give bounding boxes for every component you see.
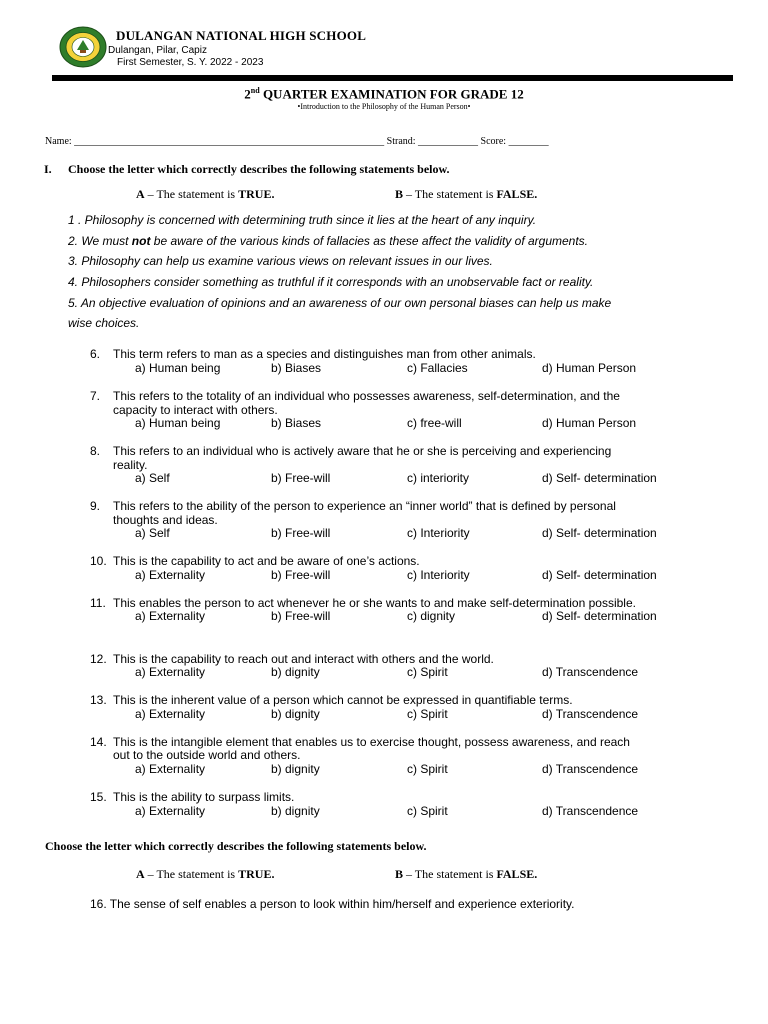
statement-5: 5. An objective evaluation of opinions and an awareness of our own personal biases can help us make [68,296,612,310]
choice-c: c) Interiority [407,526,470,540]
statement-5-cont: wise choices. [68,316,140,330]
choice-b: b) dignity [271,762,320,776]
choice-b: b) Free-will [271,609,331,623]
choice-d: d) Self- determination [542,471,657,485]
question-stem: 11. This enables the person to act whenever he or she wants to and make self-determination possible. [90,596,636,610]
choice-b: b) Free-will [271,568,331,582]
choice-b: b) Free-will [271,526,331,540]
school-name: DULANGAN NATIONAL HIGH SCHOOL [116,28,367,43]
choice-d: d) Self- determination [542,568,657,582]
choice-a: a) Self [135,526,170,540]
choice-d: d) Transcendence [542,707,639,721]
question-stem-cont: reality. [113,458,148,472]
choice-d: d) Human Person [542,416,637,430]
choice-b: b) Biases [271,416,322,430]
statement-1: 1 . Philosophy is concerned with determining truth since it lies at the heart of any inquiry. [68,213,537,227]
legend-true: A – The statement is TRUE. [136,187,275,201]
question-stem: 15. This is the ability to surpass limits. [90,790,295,804]
question-stem-cont: capacity to interact with others. [113,403,278,417]
semester-line: First Semester, S. Y. 2022 - 2023 [117,57,264,68]
exam-title: 2nd QUARTER EXAMINATION FOR GRADE 12 [244,86,524,102]
choice-c: c) Spirit [407,804,448,818]
statement-4: 4. Philosophers consider something as truthful if it corresponds with an unobservable fact or reality. [68,275,594,289]
choice-a: a) Self [135,471,170,485]
choice-c: c) Spirit [407,707,448,721]
choice-c: c) interiority [407,471,470,485]
choice-c: c) dignity [407,609,456,623]
choice-b: b) Free-will [271,471,331,485]
choice-d: d) Self- determination [542,526,657,540]
choice-a: a) Externality [135,804,206,818]
choice-c: c) Interiority [407,568,470,582]
legend-true-2: A – The statement is TRUE. [136,867,275,881]
choice-a: a) Externality [135,762,206,776]
name-strand-score-line: Name: ______________________________________________________________ Strand: ____________ Score: ________ [45,136,549,147]
header-divider [52,75,733,81]
question-stem: 12. This is the capability to reach out and interact with others and the world. [90,652,494,666]
section-numeral: I. [44,162,52,176]
exam-subtitle: •Introduction to the Philosophy of the Human Person• [297,102,471,111]
statement-2: 2. We must not be aware of the various kinds of fallacies as these affect the validity of arguments. [68,234,589,248]
choice-d: d) Transcendence [542,804,639,818]
choice-a: a) Human being [135,416,221,430]
legend-false-2: B – The statement is FALSE. [395,867,538,881]
question-stem-cont: thoughts and ideas. [113,513,218,527]
choice-d: d) Transcendence [542,762,639,776]
section-instruction: Choose the letter which correctly describes the following statements below. [68,162,450,176]
question-stem: 10. This is the capability to act and be aware of one’s actions. [90,554,420,568]
question-stem: 8. This refers to an individual who is actively aware that he or she is perceiving and experiencing [90,444,612,458]
choice-b: b) dignity [271,665,320,679]
school-address: Dulangan, Pilar, Capiz [108,45,207,56]
choice-b: b) dignity [271,804,320,818]
legend-false: B – The statement is FALSE. [395,187,538,201]
school-seal-logo [59,26,107,68]
statement-3: 3. Philosophy can help us examine various views on relevant issues in our lives. [68,254,493,268]
question-16: 16. The sense of self enables a person to look within him/herself and experience exteriority. [90,897,575,911]
question-stem: 7. This refers to the totality of an individual who possesses awareness, self-determination, and the [90,389,620,403]
choice-a: a) Human being [135,361,221,375]
question-stem: 13. This is the inherent value of a person which cannot be expressed in quantifiable terms. [90,693,573,707]
choice-a: a) Externality [135,568,206,582]
question-stem-cont: out to the outside world and others. [113,748,301,762]
choice-c: c) Spirit [407,665,448,679]
section-2-instruction: Choose the letter which correctly describes the following statements below. [45,839,427,853]
choice-c: c) free-will [407,416,462,430]
choice-b: b) Biases [271,361,322,375]
choice-a: a) Externality [135,707,206,721]
choice-d: d) Human Person [542,361,637,375]
choice-b: b) dignity [271,707,320,721]
question-stem: 14. This is the intangible element that enables us to exercise thought, possess awareness, and reach [90,735,630,749]
question-stem: 9. This refers to the ability of the person to experience an “inner world” that is defined by personal [90,499,616,513]
choice-d: d) Transcendence [542,665,639,679]
choice-c: c) Spirit [407,762,448,776]
question-stem: 6. This term refers to man as a species and distinguishes man from other animals. [90,347,536,361]
choice-d: d) Self- determination [542,609,657,623]
choice-c: c) Fallacies [407,361,468,375]
choice-a: a) Externality [135,665,206,679]
choice-a: a) Externality [135,609,206,623]
